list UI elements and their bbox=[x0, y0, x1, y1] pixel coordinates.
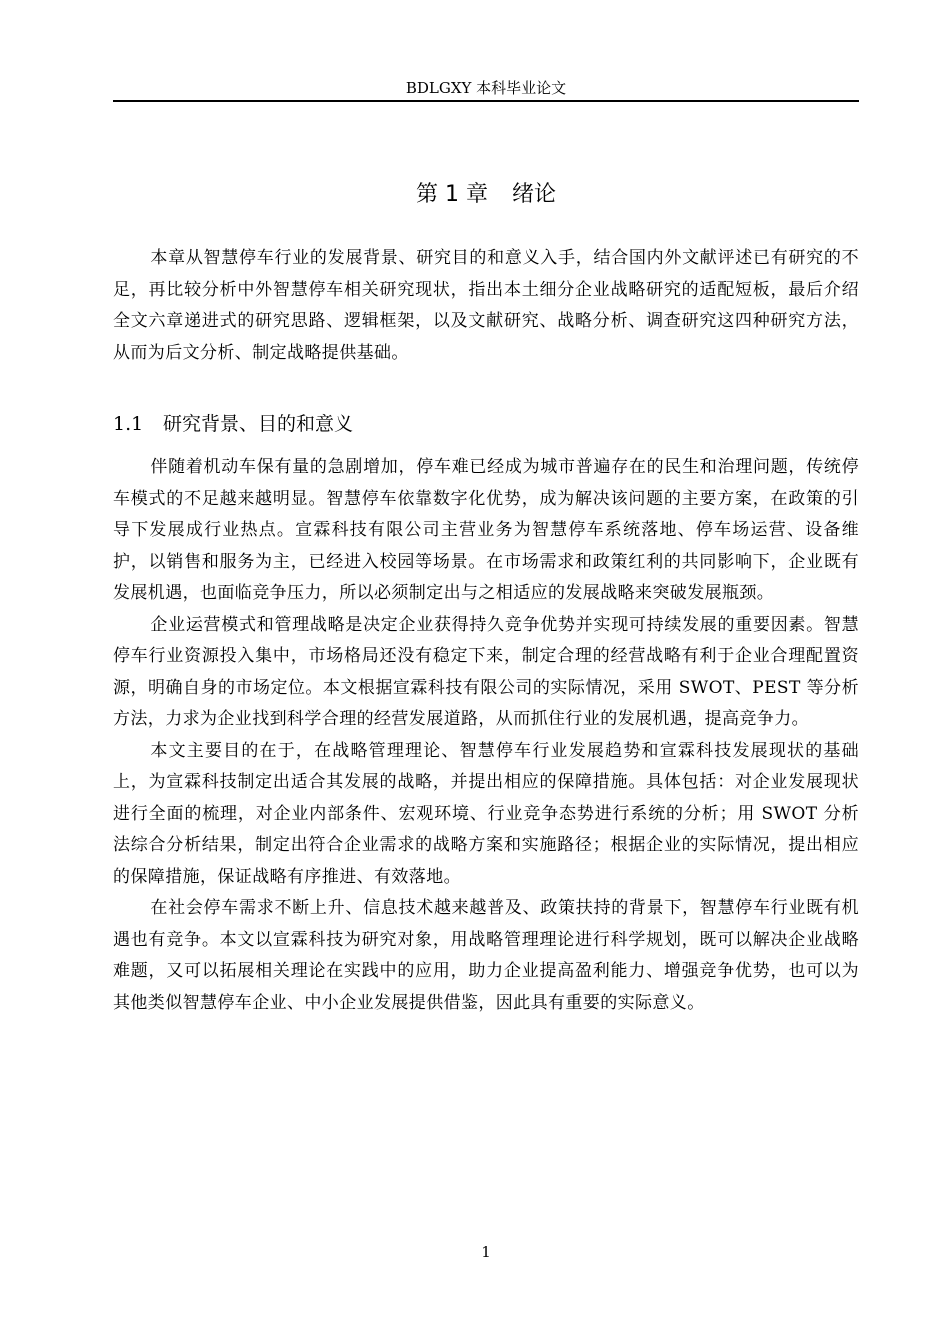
body-paragraph-2: 企业运营模式和管理战略是决定企业获得持久竞争优势并实现可持续发展的重要因素。智慧停车行业资源投入集中，市场格局还没有稳定下来，制定合理的经营战略有利于企业合理配置资源，明确自身的市场定位。本文根据宣霖科技有限公司的实际情况，采用 SWOT、PEST 等分析方法，力求为企业找到科学合理的经营发展道路，从而抓住行业的发展机遇，提高竞争力。 bbox=[113, 614, 859, 729]
body-paragraph-3: 本文主要目的在于，在战略管理理论、智慧停车行业发展趋势和宣霖科技发展现状的基础上，为宣霖科技制定出适合其发展的战略，并提出相应的保障措施。具体包括：对企业发展现状进行全面的梳理，对企业内部条件、宏观环境、行业竞争态势进行系统的分析；用 SWOT 分析法综合分析结果，制定出符合企业需求的战略方案和实施路径；根据企业的实际情况，提出相应的保障措施，保证战略有序推进、有效落地。 bbox=[113, 740, 859, 887]
body-paragraph-1: 伴随着机动车保有量的急剧增加，停车难已经成为城市普遍存在的民生和治理问题，传统停车模式的不足越来越明显。智慧停车依靠数字化优势，成为解决该问题的主要方案，在政策的引导下发展成行业热点。宣霖科技有限公司主营业务为智慧停车系统落地、停车场运营、设备维护，以销售和服务为主，已经进入校园等场景。在市场需求和政策红利的共同影响下，企业既有发展机遇，也面临竞争压力，所以必须制定出与之相适应的发展战略来突破发展瓶颈。 bbox=[113, 457, 859, 603]
chapter-number: 第 1 章 bbox=[416, 182, 488, 207]
intro-paragraph: 本章从智慧停车行业的发展背景、研究目的和意义入手，结合国内外文献评述已有研究的不足，再比较分析中外智慧停车相关研究现状，指出本土细分企业战略研究的适配短板，最后介绍全文六章递进式的研究思路、逻辑框架，以及文献研究、战略分析、调查研究这四种研究方法，从而为后文分析、制定战略提供基础。 bbox=[113, 248, 859, 363]
page-number: 1 bbox=[481, 1243, 491, 1261]
chapter-intro bbox=[113, 243, 859, 369]
chapter-title bbox=[113, 178, 859, 212]
chapter-name: 绪论 bbox=[511, 182, 556, 207]
section-name: 研究背景、目的和意义 bbox=[163, 413, 354, 435]
header-rule bbox=[113, 100, 859, 102]
section-body bbox=[113, 452, 859, 1019]
section-number: 1.1 bbox=[113, 413, 144, 435]
section-heading bbox=[113, 406, 859, 442]
page-header: BDLGXY 本科毕业论文 bbox=[405, 79, 567, 97]
body-paragraph-4: 在社会停车需求不断上升、信息技术越来越普及、政策扶持的背景下，智慧停车行业既有机遇也有竞争。本文以宣霖科技为研究对象，用战略管理理论进行科学规划，既可以解决企业战略难题，又可以拓展相关理论在实践中的应用，助力企业提高盈利能力、增强竞争优势，也可以为其他类似智慧停车企业、中小企业发展提供借鉴，因此具有重要的实际意义。 bbox=[113, 898, 859, 1013]
